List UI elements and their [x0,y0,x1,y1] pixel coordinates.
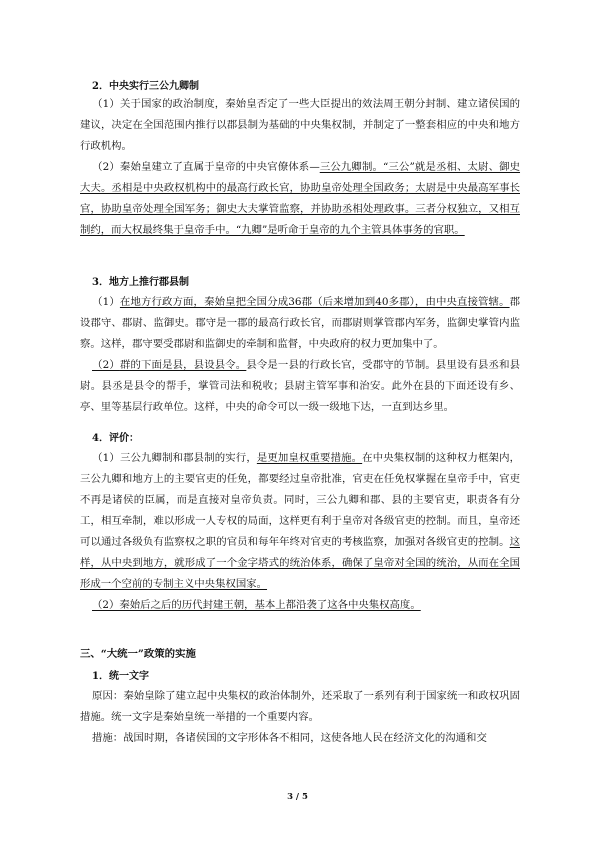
paragraph-text: 县令是一县的行政长官，受郡守的节制。县里设有县丞和县尉。县丞是县令的帮手，掌管司法和税收；县尉主管军事和治安。此外在县的下面还设有乡、亭、里等基层行政单位。这样，中央的命令可以一级一级地下达，一直到达乡里。 [80,359,520,413]
paragraph-text: （1） [92,296,120,308]
paragraph-text: （1）三公九卿制和郡县制的实行， [92,452,257,464]
paragraph-measures [80,728,520,749]
paragraph-reason [80,686,520,728]
underlined-text: 这样，从中央到地方，就形成了一个金字塔式的统治体系，确保了皇帝对全国的统治，从而在全国形成一个空前的专制主义中央集权国家。 [80,536,520,590]
paragraph-text: 在中央集权制的这种权力框架内，三公九卿和地方上的主要官吏的任免，都要经过皇帝批准，官吏在任免权掌握在皇帝手中，官吏不再是诸侯的臣属，而是直接对皇帝负责。同时，三公九卿和郡、县的主要官吏，职责各有分工，相互牵制，难以形成一人专权的局面，这样更有利于皇帝对各级官吏的控制。而且，皇帝还可以通过各级负有监察权之职的官员和每年年终对官吏的考核监察，加强对各级官吏的控制。 [80,452,520,548]
paragraph-three-lords [80,157,520,241]
heading-evaluation: 4．评价： [92,433,139,444]
paragraph-prefectures [80,292,520,355]
underlined-text: （2）秦始后之后的历代封建王朝，基本上都沿袭了这各中央集权高度。 [92,599,421,611]
paragraph-evaluation-2 [80,595,520,616]
heading-central-system: 2．中央实行三公九卿制 [92,81,199,92]
paragraph-text: 郡设郡守、郡尉、监御史。郡守是一郡的最高行政长官，而郡尉则掌管郡内军务，监御史掌管内监察。这样，郡守要受郡尉和监御史的牵制和监督，中央政府的权力更加集中了。 [80,296,520,350]
heading-prefecture-system: 3．地方上推行郡县制 [92,277,189,288]
paragraph-text: 原因：秦始皇除了建立起中央集权的政治体制外，还采取了一系列有利于国家统一和政权巩固措施。统一文字是秦始皇统一举措的一个重要内容。 [80,690,520,723]
underlined-text: （2） [92,359,120,371]
paragraph-text: 措施：战国时期，各诸侯国的文字形体各不相同，这使各地人民在经济文化的沟通和交 [92,732,487,744]
paragraph-text: （1）关于国家的政治制度，秦始皇否定了一些大臣提出的效法周王朝分封制、建立诸侯国的建议，决定在全国范围内推行以郡县制为基础的中央集权制，并制定了一整套相应的中央和地方行政机构。 [80,98,520,152]
heading-unify-script: 1．统一文字 [92,671,149,682]
paragraph-text: （2）秦始皇建立了直属于皇帝的中央官僚体系— [92,161,320,173]
underlined-text: 群的下面是县，县设县令。 [119,359,247,371]
paragraph-political-system [80,94,520,157]
paragraph-counties [80,355,520,418]
page-number: 3 / 5 [287,792,308,802]
section-title-unification: 三、“大统一”政策的实施 [80,648,196,660]
underlined-text: 在地方行政方面，秦始皇把全国分成36郡（后来增加到40多郡），由中央直接管辖。 [119,296,510,308]
underlined-text: 是更加皇权重要措施。 [256,452,363,464]
underlined-text: 三公九卿制。“三公”就是丞相、太尉、御史大夫。丞相是中央政权机构中的最高行政长官，协助皇帝处理全国政务；太尉是中央最高军事长官，协助皇帝处理全国军务；御史大夫掌管监察，并协助丞相处理政事。三者分权独立，又相互制约，而大权最终集于皇帝手中。“九卿”是听命于皇帝的九个主管具体事务的官职。 [80,161,521,236]
paragraph-evaluation-1 [80,448,520,595]
